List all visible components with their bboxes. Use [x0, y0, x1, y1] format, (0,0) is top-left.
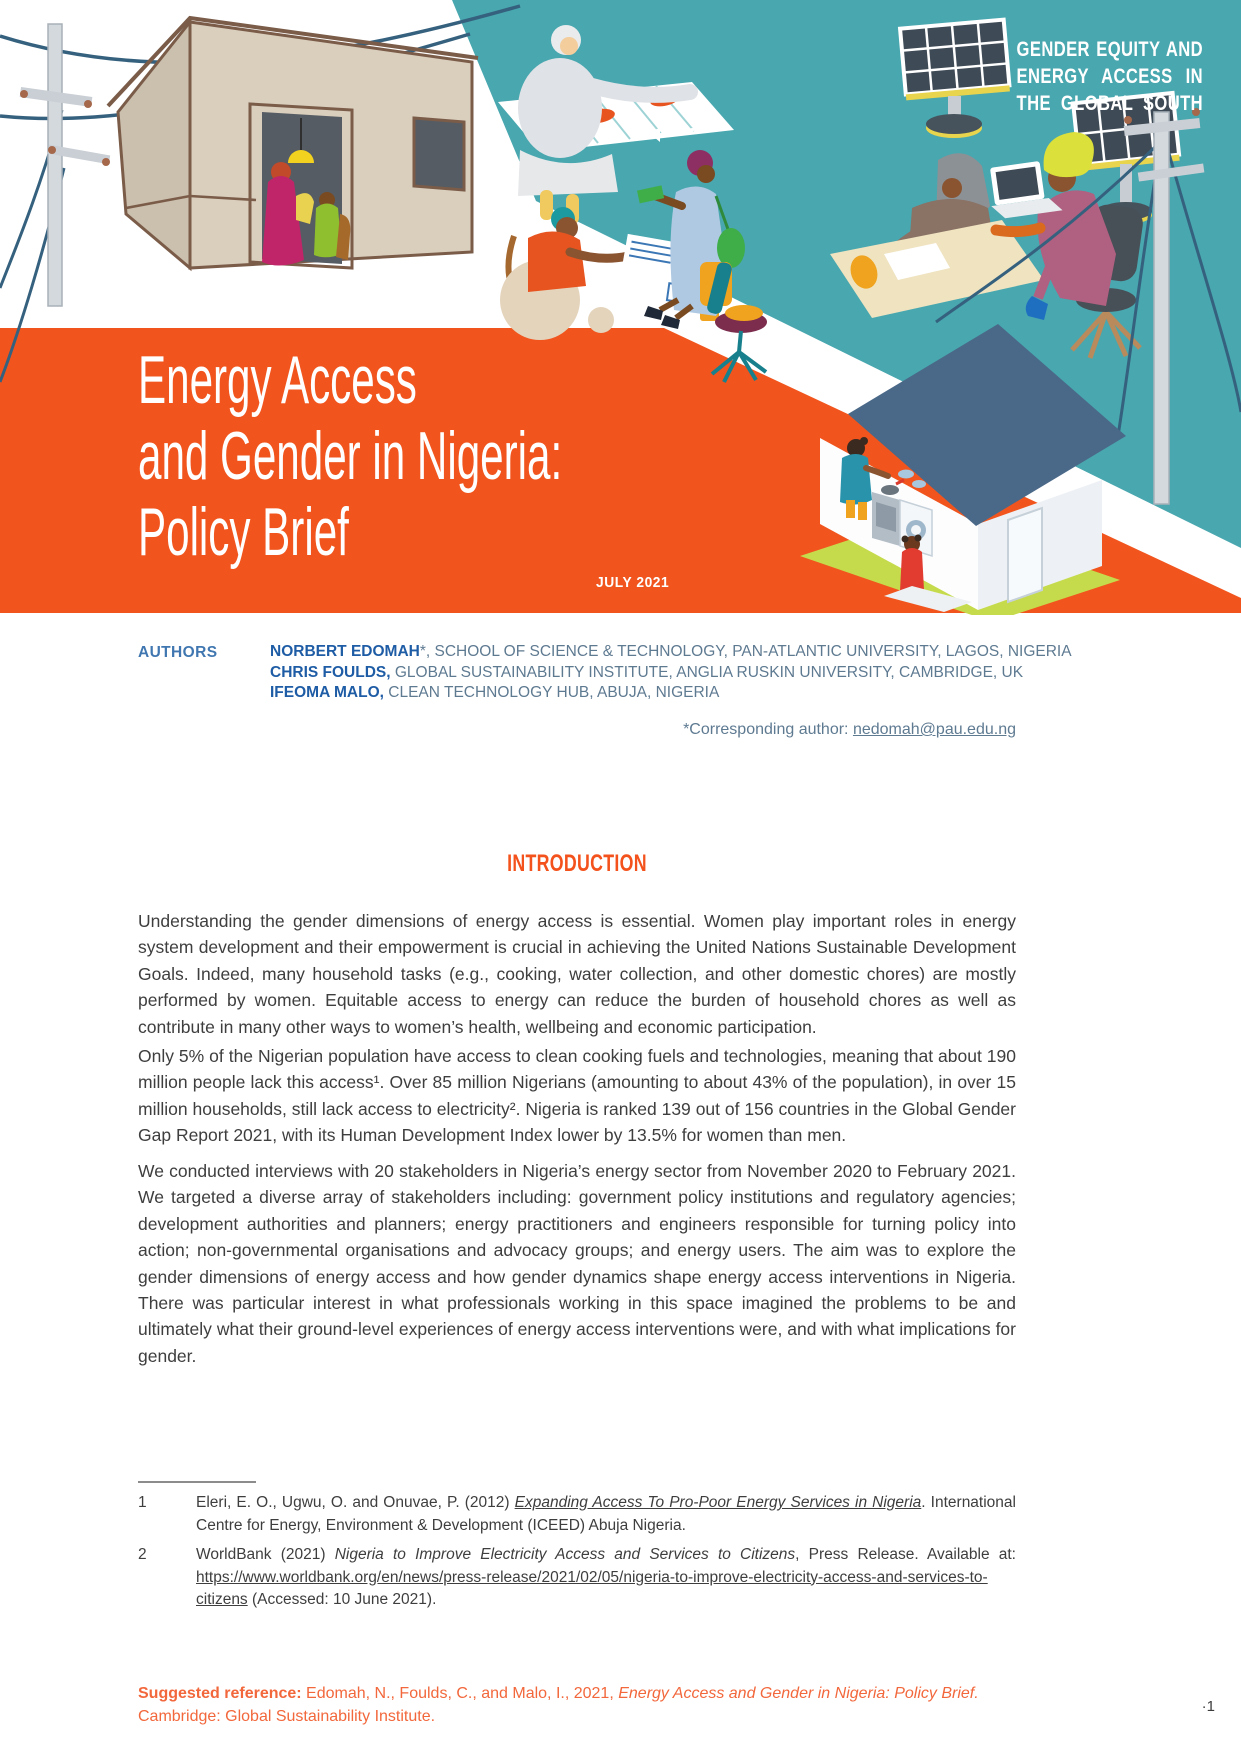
- author-row: [270, 683, 1038, 704]
- reference-citation-title: Energy Access and Gender in Nigeria: Policy Brief.: [618, 1685, 979, 1702]
- author-affiliation: CLEAN TECHNOLOGY HUB, ABUJA, NIGERIA: [383, 684, 720, 701]
- intro-paragraph-2: Only 5% of the Nigerian population have access to clean cooking fuels and technologies, meaning that about 190 million people lack this access¹. Over 85 million Nigerians (amounting to about 43% of the population), in over 15 million households, still lack access to electricity². Nigeria is ranked 139 out of 156 countries in the Global Gender Gap Report 2021, with its Human Development Index lower by 13.5% for women than men.: [138, 1046, 1016, 1146]
- page-title: [138, 342, 562, 570]
- suggested-reference-label: Suggested reference:: [138, 1685, 302, 1702]
- footnote-url-link[interactable]: https://www.worldbank.org/en/news/press-release/2021/02/05/nigeria-to-improve-electricity-access-and-services-to-citizens: [196, 1568, 988, 1608]
- suggested-reference: [138, 1682, 1038, 1728]
- publication-date: JULY 2021: [596, 574, 670, 591]
- corresponding-email-link[interactable]: nedomah@pau.edu.ng: [852, 721, 1016, 738]
- footnote-1: [138, 1492, 1016, 1537]
- corresponding-label: *Corresponding author:: [683, 721, 853, 738]
- author-name: CHRIS FOULDS,: [270, 663, 391, 681]
- reference-citation: Edomah, N., Foulds, C., and Malo, I., 2021,: [301, 1685, 619, 1702]
- section-heading-introduction: INTRODUCTION: [507, 850, 647, 877]
- series-tagline: [1017, 36, 1203, 117]
- intro-paragraph-1: Understanding the gender dimensions of energy access is essential. Women play important roles in energy system development and their empowerment is crucial in achieving the United Nations Sustainable Development Goals. Indeed, many household tasks (e.g., cooking, water collection, and other domestic chores) are mostly performed by women. Equitable access to energy can reduce the burden of household chores as well as contribute in many other ways to women’s health, wellbeing and economic participation.: [138, 911, 1016, 1037]
- title-line: and Gender in Nigeria:: [138, 418, 563, 494]
- page-number: ·1: [1201, 1698, 1215, 1715]
- footnote-number: 1: [138, 1494, 147, 1511]
- footnote-citation: . International Centre for Energy, Environment & Development (ICEED) Abuja Nigeria.: [196, 1494, 1016, 1534]
- footnote-reference-title: Nigeria to Improve Electricity Access and Services to Citizens: [334, 1546, 796, 1563]
- footnote-reference-link[interactable]: Expanding Access To Pro-Poor Energy Services in Nigeria: [514, 1494, 922, 1511]
- author-row: [270, 642, 1072, 663]
- tagline-line: THE GLOBAL SOUTH: [1016, 92, 1203, 115]
- author-name: IFEOMA MALO,: [270, 684, 384, 701]
- footnote-citation: WorldBank (2021): [196, 1546, 335, 1563]
- authors-label: AUTHORS: [138, 644, 218, 661]
- footnote-separator: [138, 1481, 256, 1483]
- footnote-citation: Eleri, E. O., Ugwu, O. and Onuvae, P. (2012): [196, 1494, 515, 1511]
- title-line: Energy Access: [138, 342, 417, 418]
- author-affiliation: GLOBAL SUSTAINABILITY INSTITUTE, ANGLIA RUSKIN UNIVERSITY, CAMBRIDGE, UK: [390, 663, 1024, 681]
- corresponding-author: [683, 721, 1016, 739]
- footnote-text: [196, 1492, 1016, 1537]
- footnote-text: [196, 1544, 1016, 1612]
- author-affiliation: *, SCHOOL OF SCIENCE & TECHNOLOGY, PAN-ATLANTIC UNIVERSITY, LAGOS, NIGERIA: [419, 643, 1072, 660]
- footnote-citation: , Press Release. Available at:: [795, 1546, 1016, 1563]
- tagline-line: ENERGY ACCESS IN: [1016, 65, 1203, 88]
- tagline-line: GENDER EQUITY AND: [1016, 38, 1203, 61]
- title-line: Policy Brief: [138, 494, 349, 570]
- house-left-icon: [108, 18, 478, 268]
- author-row: [270, 663, 1038, 684]
- footnote-number: 2: [138, 1546, 147, 1563]
- author-name: NORBERT EDOMAH: [270, 643, 420, 660]
- footnote-2: [138, 1544, 1016, 1612]
- footnote-citation: (Accessed: 10 June 2021).: [247, 1591, 437, 1608]
- reference-citation: Cambridge: Global Sustainability Institute.: [138, 1708, 436, 1725]
- intro-paragraph-3: We conducted interviews with 20 stakeholders in Nigeria’s energy sector from November 2020 to February 2021. We targeted a diverse array of stakeholders including: government policy institutions and regulatory agencies; development authorities and planners; energy practitioners and engineers responsible for turning policy into action; non-governmental organisations and advocacy groups; and energy users. The aim was to explore the gender dimensions of energy access and how gender dynamics shape energy access interventions in Nigeria. There was particular interest in what professionals working in this space imagined the problems to be and ultimately what their ground-level experiences of energy access interventions were, and with what implications for gender.: [138, 1161, 1016, 1366]
